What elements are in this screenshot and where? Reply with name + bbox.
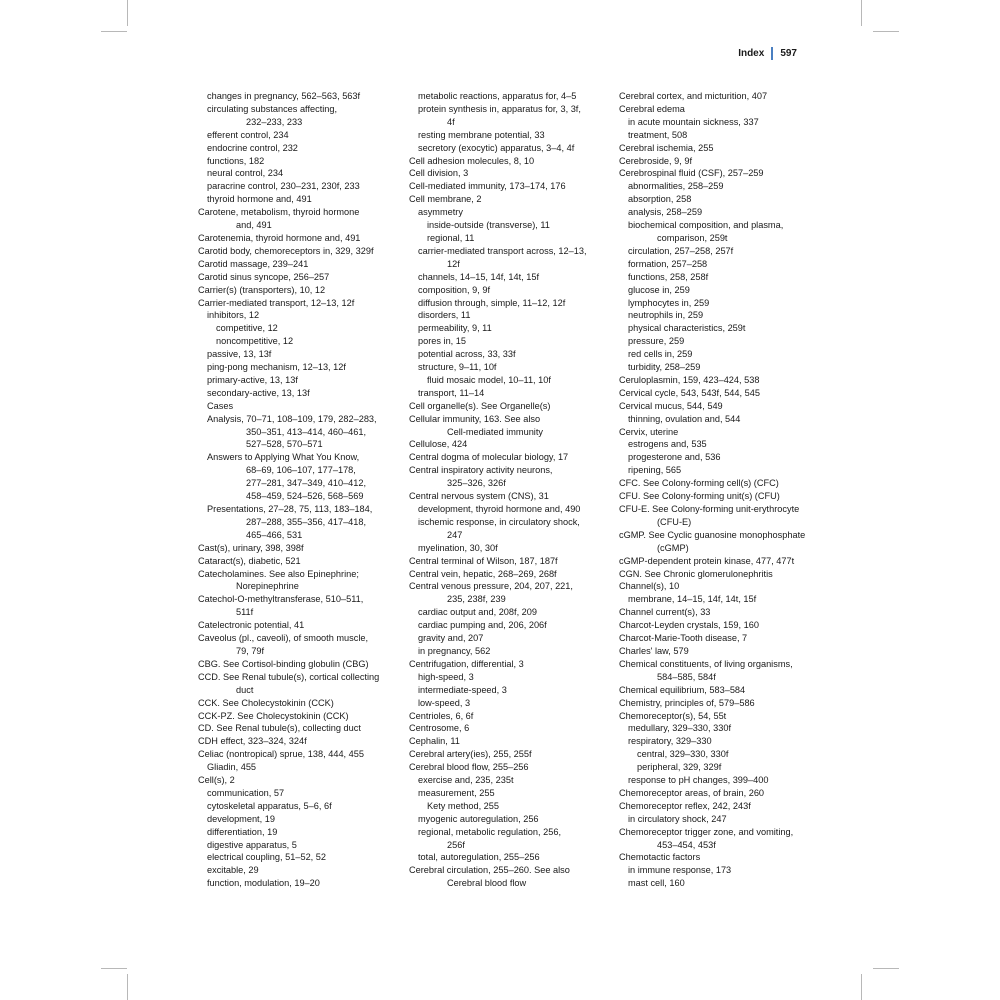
index-entry: Central vein, hepatic, 268–269, 268f	[409, 568, 557, 579]
index-entry: 453–454, 453f	[657, 839, 716, 850]
crop-mark	[101, 968, 127, 969]
crop-mark	[861, 0, 862, 26]
index-entry: Cellular immunity, 163. See also	[409, 413, 541, 424]
index-entry: competitive, 12	[216, 323, 278, 334]
index-entry: measurement, 255	[418, 787, 495, 798]
index-entry: communication, 57	[207, 787, 285, 798]
index-entry: Cervical cycle, 543, 543f, 544, 545	[619, 387, 760, 398]
crop-mark	[861, 974, 862, 1000]
index-entry: functions, 258, 258f	[628, 271, 709, 282]
index-entry: Cases	[207, 400, 234, 411]
index-entry: Chemoreceptor trigger zone, and vomiting,	[619, 826, 794, 837]
index-entry: abnormalities, 258–259	[628, 181, 724, 192]
index-entry: 4f	[447, 116, 455, 127]
index-entry: regional, metabolic regulation, 256,	[418, 826, 562, 837]
index-entry: comparison, 259t	[657, 232, 728, 243]
index-entry: progesterone and, 536	[628, 452, 721, 463]
index-entry: 68–69, 106–107, 177–178,	[246, 465, 356, 476]
index-entry: Carotid sinus syncope, 256–257	[198, 271, 330, 282]
index-entry: inside-outside (transverse), 11	[427, 220, 550, 231]
header-separator	[771, 47, 773, 60]
index-entry: neutrophils in, 259	[628, 310, 704, 321]
index-entry: Cerebral circulation, 255–260. See also	[409, 865, 570, 876]
index-entry: resting membrane potential, 33	[418, 129, 545, 140]
index-entry: Celiac (nontropical) sprue, 138, 444, 455	[198, 749, 364, 760]
index-column-1	[198, 90, 403, 890]
index-entry: Cervical mucus, 544, 549	[619, 400, 723, 411]
index-entry: Cerebral artery(ies), 255, 255f	[409, 749, 532, 760]
index-entry: function, modulation, 19–20	[207, 878, 320, 889]
index-entry: inhibitors, 12	[207, 310, 260, 321]
index-column-3	[619, 90, 819, 890]
index-entry: development, 19	[207, 813, 275, 824]
index-entry: analysis, 258–259	[628, 207, 703, 218]
index-entry: Carotid body, chemoreceptors in, 329, 329f	[198, 245, 374, 256]
index-entry: secondary-active, 13, 13f	[207, 387, 310, 398]
index-entry: functions, 182	[207, 155, 265, 166]
index-entry: CCD. See Renal tubule(s), cortical collecting	[198, 671, 380, 682]
index-entry: treatment, 508	[628, 129, 688, 140]
index-entry: asymmetry	[418, 207, 463, 218]
index-entry: Chemical constituents, of living organisms,	[619, 658, 793, 669]
index-entry: 287–288, 355–356, 417–418,	[246, 516, 367, 527]
index-entry: duct	[236, 684, 254, 695]
index-entry: Central dogma of molecular biology, 17	[409, 452, 569, 463]
index-entry: lymphocytes in, 259	[628, 297, 710, 308]
index-entry: Analysis, 70–71, 108–109, 179, 282–283,	[207, 413, 377, 424]
index-entry: myogenic autoregulation, 256	[418, 813, 539, 824]
index-entry: Carrier(s) (transporters), 10, 12	[198, 284, 326, 295]
index-entry: potential across, 33, 33f	[418, 349, 516, 360]
index-entry: pores in, 15	[418, 336, 467, 347]
index-entry: permeability, 9, 11	[418, 323, 492, 334]
index-entry: Cataract(s), diabetic, 521	[198, 555, 301, 566]
index-entry: Chemoreceptor areas, of brain, 260	[619, 787, 765, 798]
index-entry: Cell(s), 2	[198, 775, 235, 786]
index-entry: 232–233, 233	[246, 116, 303, 127]
index-entry: Carotene, metabolism, thyroid hormone	[198, 207, 360, 218]
index-entry: Carrier-mediated transport, 12–13, 12f	[198, 297, 355, 308]
index-entry: Centrifugation, differential, 3	[409, 658, 524, 669]
index-entry: Chemistry, principles of, 579–586	[619, 697, 755, 708]
index-entry: biochemical composition, and plasma,	[628, 220, 784, 231]
index-entry: gravity and, 207	[418, 633, 484, 644]
index-entry: ischemic response, in circulatory shock,	[418, 516, 580, 527]
index-entry: cytoskeletal apparatus, 5–6, 6f	[207, 800, 332, 811]
index-entry: membrane, 14–15, 14f, 14t, 15f	[628, 594, 757, 605]
crop-mark	[873, 31, 899, 32]
index-entry: digestive apparatus, 5	[207, 839, 297, 850]
index-entry: 79, 79f	[236, 645, 265, 656]
index-entry: CBG. See Cortisol-binding globulin (CBG)	[198, 658, 369, 669]
index-entry: Presentations, 27–28, 75, 113, 183–184,	[207, 504, 373, 514]
index-entry: low-speed, 3	[418, 697, 471, 708]
index-entry: high-speed, 3	[418, 671, 474, 682]
index-entry: central, 329–330, 330f	[637, 749, 729, 760]
index-entry: efferent control, 234	[207, 129, 289, 140]
index-entry: Cerebral edema	[619, 103, 685, 114]
index-entry: estrogens and, 535	[628, 439, 707, 450]
index-entry: excitable, 29	[207, 865, 259, 876]
index-entry: noncompetitive, 12	[216, 336, 294, 347]
index-entry: CFU-E. See Colony-forming unit-erythrocyte	[619, 504, 800, 514]
index-entry: peripheral, 329, 329f	[637, 762, 722, 773]
index-entry: Charcot-Leyden crystals, 159, 160	[619, 620, 759, 631]
index-entry: structure, 9–11, 10f	[418, 362, 497, 373]
index-entry: 527–528, 570–571	[246, 439, 323, 450]
index-entry: Centrioles, 6, 6f	[409, 710, 474, 721]
index-entry: Kety method, 255	[427, 800, 500, 811]
index-entry: channels, 14–15, 14f, 14t, 15f	[418, 271, 540, 282]
index-entry: medullary, 329–330, 330f	[628, 723, 732, 734]
index-entry: thyroid hormone and, 491	[207, 194, 312, 205]
index-entry: Chemotactic factors	[619, 852, 701, 863]
crop-mark	[873, 968, 899, 969]
index-entry: in immune response, 173	[628, 865, 732, 876]
index-entry: respiratory, 329–330	[628, 736, 712, 747]
index-entry: Cellulose, 424	[409, 439, 468, 450]
index-entry: Central terminal of Wilson, 187, 187f	[409, 555, 558, 566]
index-entry: 584–585, 584f	[657, 671, 716, 682]
index-entry: Chemoreceptor(s), 54, 55t	[619, 710, 727, 721]
index-entry: intermediate-speed, 3	[418, 684, 507, 695]
index-entry: cGMP. See Cyclic guanosine monophosphate	[619, 529, 806, 540]
index-entry: 235, 238f, 239	[447, 594, 506, 605]
index-entry: metabolic reactions, apparatus for, 4–5	[418, 91, 577, 101]
index-entry: Chemical equilibrium, 583–584	[619, 684, 746, 695]
index-entry: primary-active, 13, 13f	[207, 374, 298, 385]
page-number: 597	[780, 48, 797, 59]
index-entry: physical characteristics, 259t	[628, 323, 746, 334]
index-entry: (CFU-E)	[657, 516, 692, 527]
index-entry: and, 491	[236, 220, 272, 231]
index-entry: differentiation, 19	[207, 826, 278, 837]
index-entry: Cerebral blood flow	[447, 878, 527, 889]
index-entry: secretory (exocytic) apparatus, 3–4, 4f	[418, 142, 575, 153]
index-entry: Cell adhesion molecules, 8, 10	[409, 155, 535, 166]
index-entry: CCK. See Cholecystokinin (CCK)	[198, 697, 334, 708]
index-entry: red cells in, 259	[628, 349, 693, 360]
index-entry: development, thyroid hormone and, 490	[418, 504, 581, 514]
index-entry: electrical coupling, 51–52, 52	[207, 852, 327, 863]
index-column-2	[409, 90, 614, 890]
index-entry: in pregnancy, 562	[418, 645, 491, 656]
index-entry: circulating substances affecting,	[207, 103, 338, 114]
header-section-title: Index	[738, 48, 765, 59]
running-header	[738, 47, 797, 60]
index-entry: 256f	[447, 839, 465, 850]
index-entry: Charles' law, 579	[619, 645, 689, 656]
index-entry: Cervix, uterine	[619, 426, 679, 437]
index-entry: composition, 9, 9f	[418, 284, 491, 295]
index-entry: Cerebroside, 9, 9f	[619, 155, 693, 166]
index-entry: myelination, 30, 30f	[418, 542, 498, 553]
index-entry: Cerebral cortex, and micturition, 407	[619, 91, 768, 101]
index-entry: Carotenemia, thyroid hormone and, 491	[198, 232, 361, 243]
index-entry: in acute mountain sickness, 337	[628, 116, 759, 127]
index-entry: Ceruloplasmin, 159, 423–424, 538	[619, 374, 760, 385]
index-entry: 465–466, 531	[246, 529, 303, 540]
index-entry: transport, 11–14	[418, 387, 485, 398]
index-entry: regional, 11	[427, 232, 475, 243]
index-entry: circulation, 257–258, 257f	[628, 245, 734, 256]
index-entry: 511f	[236, 607, 254, 618]
index-entry: Carotid massage, 239–241	[198, 258, 309, 269]
index-entry: (cGMP)	[657, 542, 689, 553]
index-entry: CFC. See Colony-forming cell(s) (CFC)	[619, 478, 779, 489]
index-entry: Central inspiratory activity neurons,	[409, 465, 553, 476]
index-entry: changes in pregnancy, 562–563, 563f	[207, 91, 361, 101]
index-entry: CDH effect, 323–324, 324f	[198, 736, 307, 747]
index-entry: Cerebral ischemia, 255	[619, 142, 714, 153]
index-entry: disorders, 11	[418, 310, 471, 321]
index-entry: Cephalin, 11	[409, 736, 460, 747]
index-entry: total, autoregulation, 255–256	[418, 852, 540, 863]
index-entry: Catecholamines. See also Epinephrine;	[198, 568, 359, 579]
index-entry: 458–459, 524–526, 568–569	[246, 491, 364, 502]
index-entry: Catelectronic potential, 41	[198, 620, 305, 631]
index-entry: cardiac pumping and, 206, 206f	[418, 620, 547, 631]
index-entry: endocrine control, 232	[207, 142, 298, 153]
index-entry: ripening, 565	[628, 465, 682, 476]
index-entry: 12f	[447, 258, 460, 269]
index-entry: Central venous pressure, 204, 207, 221,	[409, 581, 573, 592]
index-entry: Gliadin, 455	[207, 762, 257, 773]
index-entry: turbidity, 258–259	[628, 362, 701, 373]
index-entry: fluid mosaic model, 10–11, 10f	[427, 374, 551, 385]
index-entry: paracrine control, 230–231, 230f, 233	[207, 181, 360, 192]
index-entry: response to pH changes, 399–400	[628, 775, 769, 786]
index-entry: Catechol-O-methyltransferase, 510–511,	[198, 594, 364, 605]
index-entry: Central nervous system (CNS), 31	[409, 491, 549, 502]
index-entry: Cell-mediated immunity, 173–174, 176	[409, 181, 566, 192]
crop-mark	[127, 0, 128, 26]
index-entry: Cell organelle(s). See Organelle(s)	[409, 400, 551, 411]
index-entry: Channel current(s), 33	[619, 607, 711, 618]
index-entry: cGMP-dependent protein kinase, 477, 477t	[619, 555, 795, 566]
index-entry: cardiac output and, 208f, 209	[418, 607, 538, 618]
index-entry: protein synthesis in, apparatus for, 3, 3f,	[418, 103, 581, 114]
index-entry: Cell division, 3	[409, 168, 469, 179]
index-entry: CFU. See Colony-forming unit(s) (CFU)	[619, 491, 780, 502]
index-entry: Cell-mediated immunity	[447, 426, 543, 437]
index-entry: CD. See Renal tubule(s), collecting duct	[198, 723, 361, 734]
index-entry: Centrosome, 6	[409, 723, 470, 734]
index-entry: glucose in, 259	[628, 284, 690, 295]
index-entry: absorption, 258	[628, 194, 692, 205]
index-entry: mast cell, 160	[628, 878, 685, 889]
index-entry: Charcot-Marie-Tooth disease, 7	[619, 633, 748, 644]
index-entry: Caveolus (pl., caveoli), of smooth muscle,	[198, 633, 369, 644]
index-entry: CCK-PZ. See Cholecystokinin (CCK)	[198, 710, 349, 721]
index-entry: Norepinephrine	[236, 581, 299, 592]
index-entry: passive, 13, 13f	[207, 349, 272, 360]
index-entry: 277–281, 347–349, 410–412,	[246, 478, 367, 489]
index-entry: Cerebrospinal fluid (CSF), 257–259	[619, 168, 764, 179]
index-entry: Chemoreceptor reflex, 242, 243f	[619, 800, 751, 811]
index-entry: 325–326, 326f	[447, 478, 506, 489]
index-entry: 247	[447, 529, 463, 540]
crop-mark	[127, 974, 128, 1000]
index-entry: CGN. See Chronic glomerulonephritis	[619, 568, 773, 579]
index-entry: formation, 257–258	[628, 258, 708, 269]
index-entry: Cell membrane, 2	[409, 194, 482, 205]
index-entry: neural control, 234	[207, 168, 284, 179]
index-entry: Answers to Applying What You Know,	[207, 452, 360, 463]
crop-mark	[101, 31, 127, 32]
index-entry: Cast(s), urinary, 398, 398f	[198, 542, 304, 553]
index-entry: 350–351, 413–414, 460–461,	[246, 426, 367, 437]
index-entry: in circulatory shock, 247	[628, 813, 727, 824]
index-entry: thinning, ovulation and, 544	[628, 413, 741, 424]
index-entry: ping-pong mechanism, 12–13, 12f	[207, 362, 346, 373]
index-entry: carrier-mediated transport across, 12–13,	[418, 245, 587, 256]
index-entry: diffusion through, simple, 11–12, 12f	[418, 297, 566, 308]
index-entry: pressure, 259	[628, 336, 685, 347]
index-entry: Cerebral blood flow, 255–256	[409, 762, 529, 773]
index-entry: Channel(s), 10	[619, 581, 680, 592]
index-entry: exercise and, 235, 235t	[418, 775, 514, 786]
